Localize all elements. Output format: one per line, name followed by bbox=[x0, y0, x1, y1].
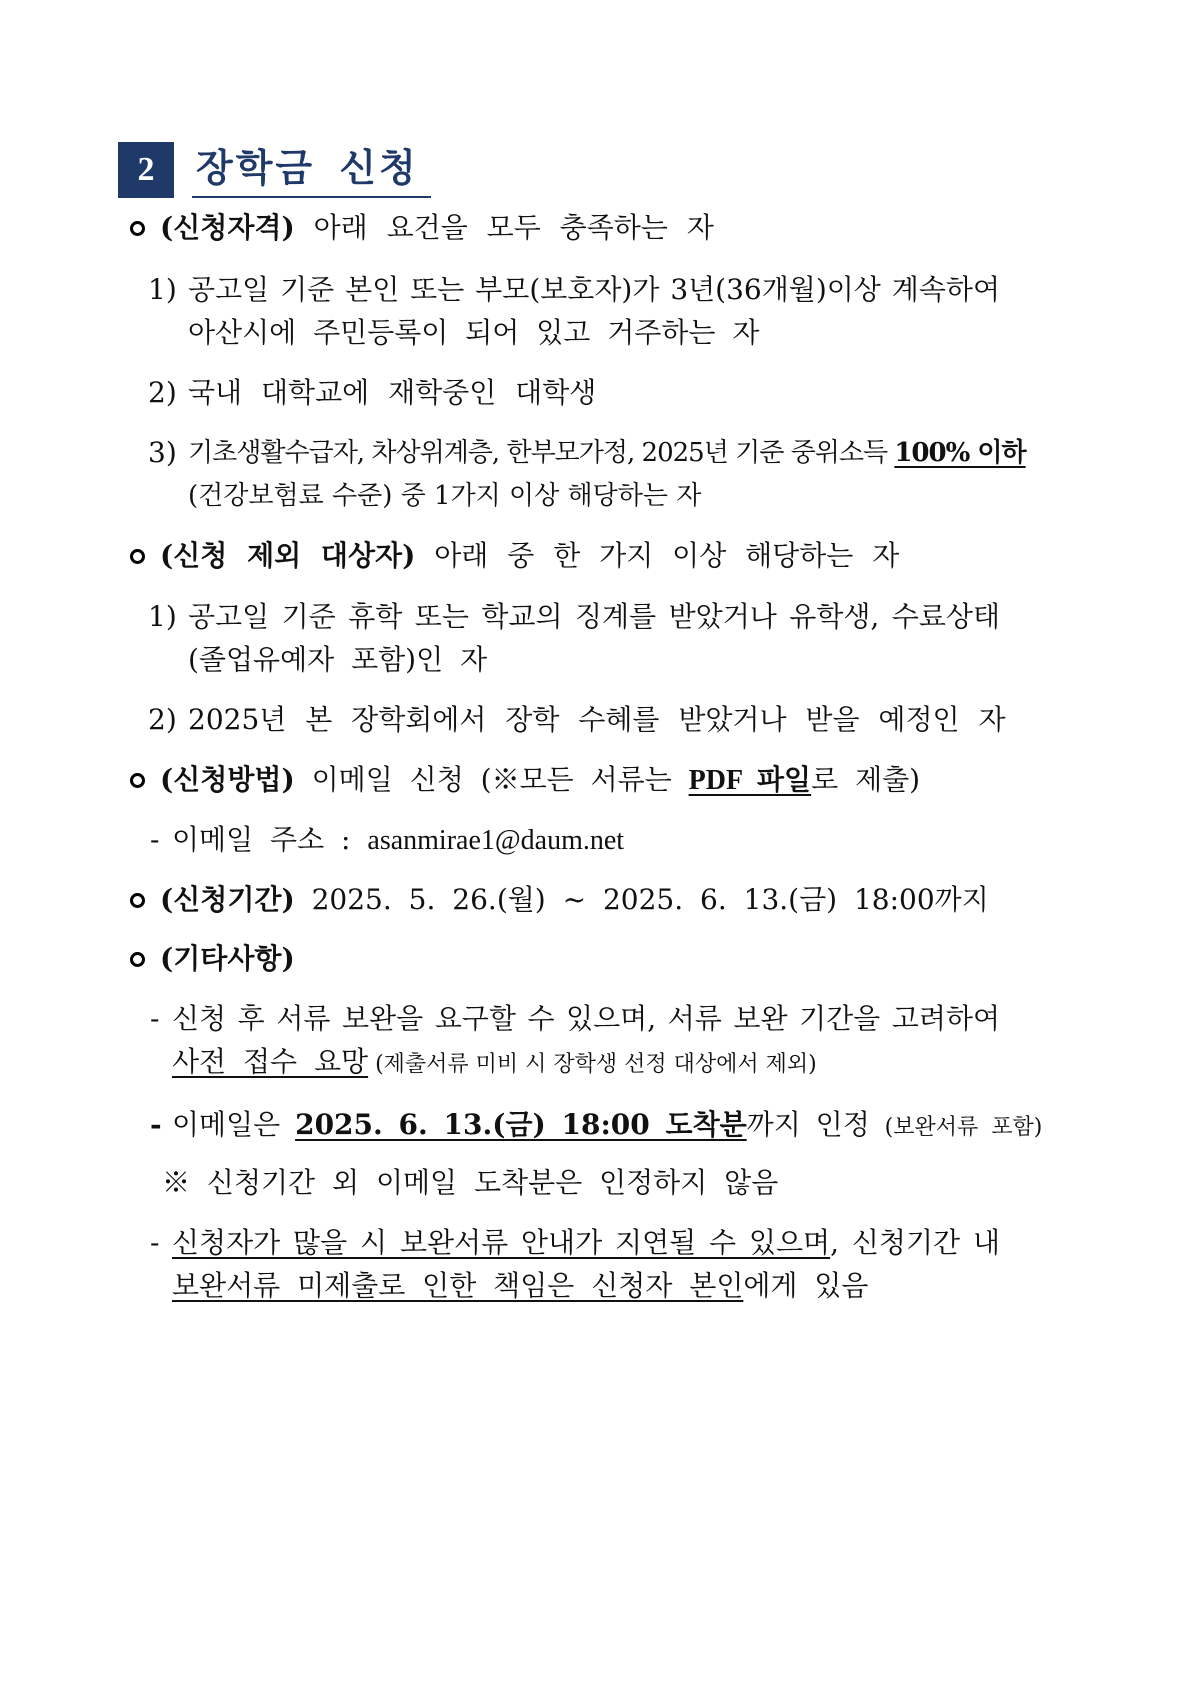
other-item-1-line-1: 신청 후 서류 보완을 요구할 수 있으며, 서류 보완 기간을 고려하여 bbox=[172, 1002, 1000, 1035]
list-dash: - bbox=[150, 823, 160, 856]
bullet-circle-icon bbox=[130, 221, 145, 236]
eligibility-item-1-line-2: 아산시에 주민등록이 되어 있고 거주하는 자 bbox=[188, 316, 760, 349]
eligibility-item-3-line-1: 기초생활수급자, 차상위계층, 한부모가정, 2025년 기준 중위소득 100% 이하 bbox=[188, 438, 1026, 468]
pdf-file-emphasis: PDF 파일 bbox=[688, 765, 812, 796]
section-heading bbox=[118, 142, 431, 198]
other-note: ※ 신청기간 외 이메일 도착분은 인정하지 않음 bbox=[162, 1166, 779, 1199]
section-title: 장학금 신청 bbox=[192, 142, 431, 198]
deadline-emphasis: 2025. 6. 13.(금) 18:00 도착분 bbox=[295, 1108, 747, 1141]
bullet-circle-icon bbox=[130, 893, 145, 908]
bullet-circle-icon bbox=[130, 773, 145, 788]
other-item-2: 이메일은 2025. 6. 13.(금) 18:00 도착분까지 인정 (보완서류 포함) bbox=[172, 1108, 1043, 1141]
early-submission-emphasis: 사전 접수 요망 bbox=[172, 1045, 369, 1078]
other-heading: (기타사항) bbox=[160, 942, 295, 975]
other-item-3-line-2: 보완서류 미제출로 인한 책임은 신청자 본인에게 있음 bbox=[172, 1269, 869, 1302]
eligibility-heading: (신청자격) 아래 요건을 모두 충족하는 자 bbox=[160, 211, 714, 244]
list-marker: 3) bbox=[148, 436, 177, 469]
other-item-1-line-2: 사전 접수 요망 (제출서류 미비 시 장학생 선정 대상에서 제외) bbox=[172, 1045, 817, 1078]
exclusion-item-1-line-2: (졸업유예자 포함)인 자 bbox=[188, 643, 488, 676]
list-dash: - bbox=[150, 1002, 160, 1035]
eligibility-item-2: 국내 대학교에 재학중인 대학생 bbox=[188, 376, 597, 409]
exclusion-heading: (신청 제외 대상자) 아래 중 한 가지 이상 해당하는 자 bbox=[160, 539, 900, 572]
period-line: (신청기간) 2025. 5. 26.(월) ~ 2025. 6. 13.(금) 18:00까지 bbox=[160, 883, 989, 916]
section-number: 2 bbox=[118, 142, 174, 198]
other-item-3-line-1: 신청자가 많을 시 보완서류 안내가 지연될 수 있으며, 신청기간 내 bbox=[172, 1226, 1000, 1259]
eligibility-item-3-line-2: (건강보험료 수준) 중 1가지 이상 해당하는 자 bbox=[188, 481, 702, 511]
bullet-circle-icon bbox=[130, 549, 145, 564]
method-heading: (신청방법) 이메일 신청 (※모든 서류는 PDF 파일로 제출) bbox=[160, 763, 921, 796]
exclusion-item-1-line-1: 공고일 기준 휴학 또는 학교의 징계를 받았거나 유학생, 수료상태 bbox=[188, 600, 1000, 633]
list-marker: 2) bbox=[148, 703, 177, 736]
eligibility-item-1-line-1: 공고일 기준 본인 또는 부모(보호자)가 3년(36개월)이상 계속하여 bbox=[188, 273, 1000, 306]
exclusion-item-2: 2025년 본 장학회에서 장학 수혜를 받았거나 받을 예정인 자 bbox=[188, 703, 1006, 736]
bullet-circle-icon bbox=[130, 952, 145, 967]
email-line: 이메일 주소 : asanmirae1@daum.net bbox=[172, 823, 625, 856]
email-address: asanmirae1@daum.net bbox=[367, 825, 625, 856]
list-dash: - bbox=[150, 1226, 160, 1259]
list-marker: 2) bbox=[148, 376, 177, 409]
list-dash: - bbox=[150, 1108, 162, 1141]
list-marker: 1) bbox=[148, 600, 177, 633]
income-threshold: 100% 이하 bbox=[894, 438, 1026, 468]
list-marker: 1) bbox=[148, 273, 177, 306]
